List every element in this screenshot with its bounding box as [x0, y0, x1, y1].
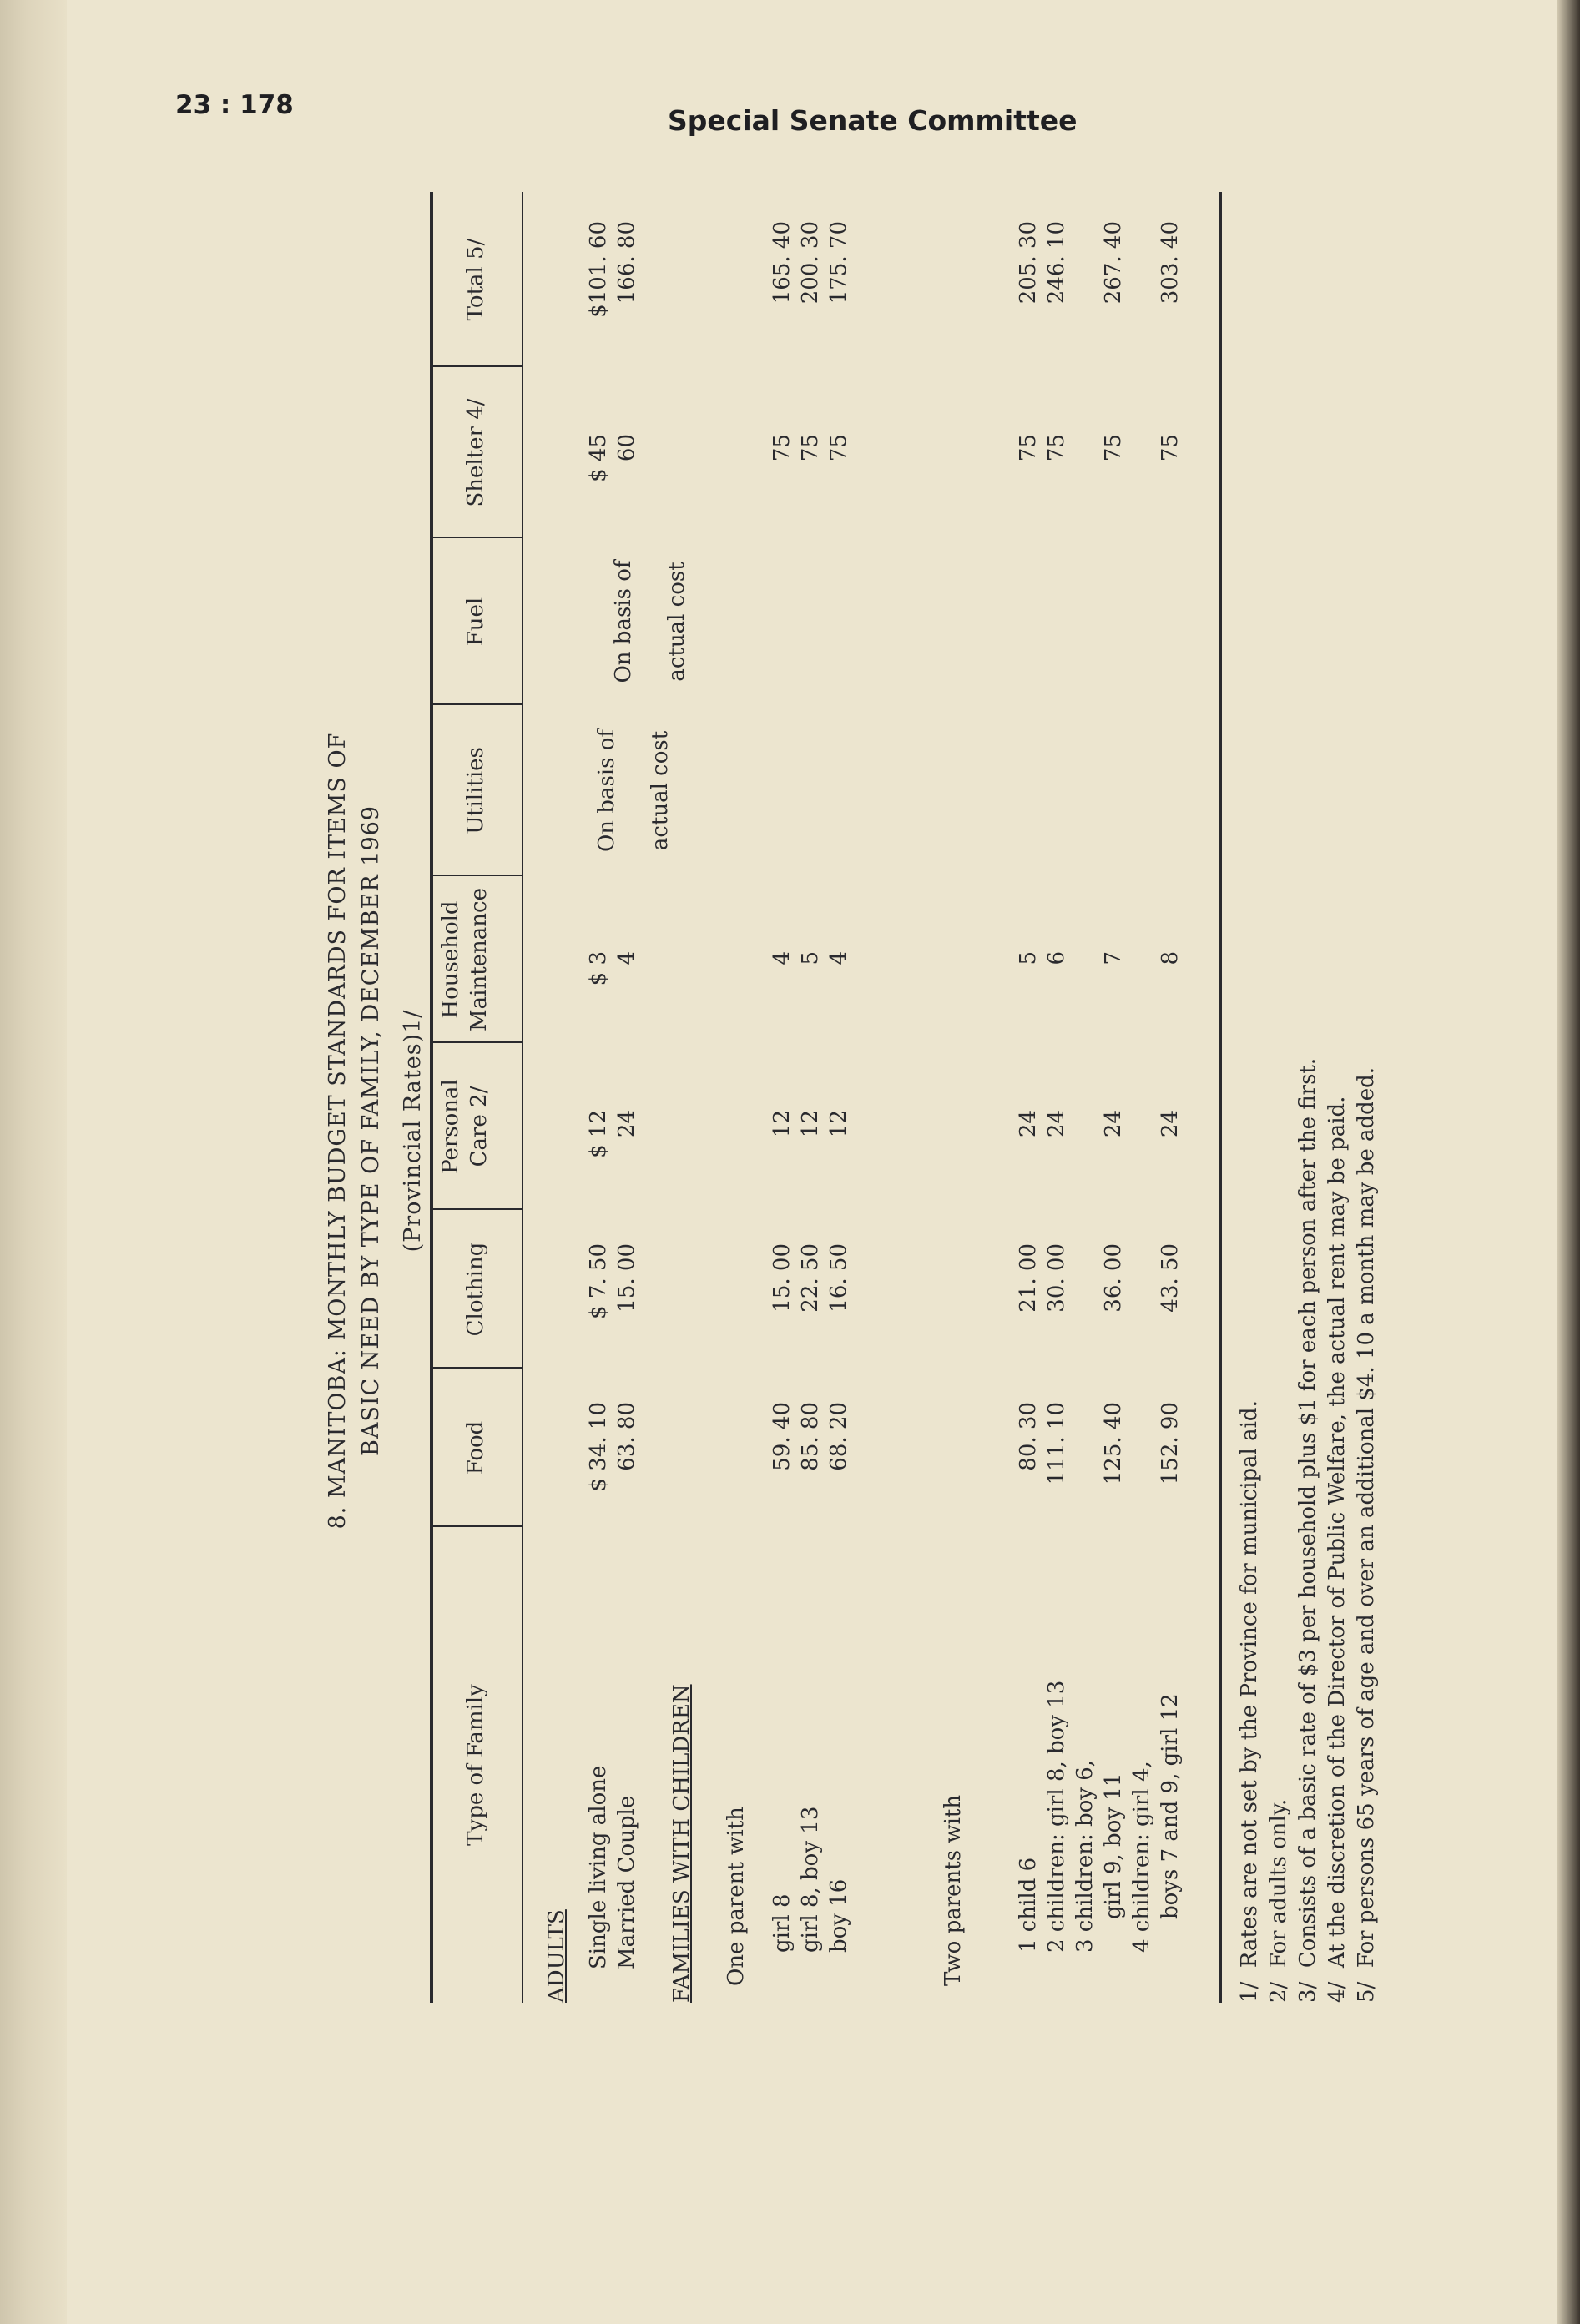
- personal-care-value: 12: [826, 1110, 851, 1138]
- footnote-mark: 3/: [1295, 1981, 1320, 2003]
- personal-care-value: 12: [798, 1110, 823, 1138]
- food-value: 111. 10: [1044, 1402, 1069, 1485]
- footnote-mark: 2/: [1266, 1981, 1291, 2003]
- personal-care-value: 24: [1016, 1110, 1041, 1138]
- rotated-table-content: [321, 192, 1379, 2069]
- row-label: 4 children: girl 4,: [1129, 1761, 1154, 1953]
- caption-title-line2: BASIC NEED BY TYPE OF FAMILY, DECEMBER 1969: [358, 805, 384, 1456]
- food-value: $ 34. 10: [586, 1402, 611, 1492]
- column-header-household-line2: Maintenance: [467, 888, 492, 1031]
- household-value: 4: [770, 951, 795, 965]
- column-header-personal-care-line1: Personal: [438, 1079, 463, 1174]
- total-value: 165. 40: [770, 221, 795, 305]
- household-value: 5: [798, 951, 823, 965]
- section-adults: ADULTS: [544, 1909, 569, 2003]
- footnote: [1294, 192, 1323, 2003]
- caption-subtitle: (Provincial Rates)1/: [400, 1009, 426, 1253]
- column-header-personal-care: [437, 1043, 493, 1210]
- fuel-basis-line2: actual cost: [664, 562, 689, 682]
- food-value: 85. 80: [798, 1402, 823, 1471]
- shelter-value: 75: [1044, 434, 1069, 462]
- total-value: 166. 80: [614, 221, 639, 305]
- row-label-continued: boys 7 and 9, girl 12: [1158, 1693, 1183, 1919]
- page-edge-shadow: [1557, 0, 1580, 2324]
- household-value: $ 3: [586, 951, 611, 986]
- budget-table: [430, 192, 1223, 2003]
- shelter-value: $ 45: [586, 434, 611, 482]
- column-header-clothing: Clothing: [463, 1242, 488, 1337]
- row-label-continued: girl 9, boy 11: [1101, 1772, 1126, 1919]
- footnote: [1352, 192, 1381, 2003]
- page-number: 23 : 178: [175, 90, 294, 120]
- household-value: 4: [826, 951, 851, 965]
- clothing-value: 36. 00: [1101, 1243, 1126, 1313]
- personal-care-value: 24: [614, 1110, 639, 1138]
- column-header-shelter: Shelter 4/: [463, 398, 488, 507]
- section-two-parents: Two parents with: [941, 1794, 966, 1986]
- row-label: 3 children: boy 6,: [1073, 1759, 1098, 1953]
- footnote: [1235, 192, 1265, 2003]
- section-one-parent: One parent with: [724, 1807, 749, 1986]
- table-top-rule: [430, 192, 433, 2003]
- fuel-basis: [609, 538, 691, 705]
- row-label: Single living alone: [586, 1765, 611, 1969]
- clothing-value: 30. 00: [1044, 1243, 1069, 1313]
- food-value: 125. 40: [1101, 1402, 1126, 1485]
- footnote: [1323, 192, 1352, 2003]
- total-value: 303. 40: [1158, 221, 1183, 305]
- fuel-basis-line1: On basis of: [611, 560, 636, 683]
- utilities-basis-line1: On basis of: [594, 729, 619, 853]
- footnote-mark: 1/: [1237, 1981, 1262, 2003]
- table-caption: [321, 192, 430, 2069]
- book-spine-shadow: [0, 0, 67, 2324]
- personal-care-value: $ 12: [586, 1110, 611, 1158]
- clothing-value: $ 7. 50: [586, 1243, 611, 1319]
- total-value: 200. 30: [798, 221, 823, 305]
- food-value: 80. 30: [1016, 1402, 1041, 1471]
- shelter-value: 75: [1101, 434, 1126, 462]
- food-value: 59. 40: [770, 1402, 795, 1471]
- personal-care-value: 24: [1101, 1110, 1126, 1138]
- section-families-with-children: FAMILIES WITH CHILDREN: [669, 1684, 694, 2003]
- total-value: 246. 10: [1044, 221, 1069, 305]
- row-label: girl 8: [770, 1893, 795, 1953]
- personal-care-value: 24: [1158, 1110, 1183, 1138]
- caption-title-line1: 8. MANITOBA: MONTHLY BUDGET STANDARDS FOR ITEMS OF: [325, 732, 351, 1530]
- clothing-value: 43. 50: [1158, 1243, 1183, 1313]
- table-header-rule: [522, 192, 523, 2003]
- footnote-mark: 5/: [1354, 1981, 1379, 2003]
- personal-care-value: 12: [770, 1110, 795, 1138]
- food-value: 63. 80: [614, 1402, 639, 1471]
- clothing-value: 16. 50: [826, 1243, 851, 1313]
- footnote-text: For adults only.: [1266, 1798, 1291, 1969]
- clothing-value: 22. 50: [798, 1243, 823, 1313]
- utilities-basis: [593, 705, 674, 876]
- row-label: 2 children: girl 8, boy 13: [1044, 1680, 1069, 1953]
- total-value: 205. 30: [1016, 221, 1041, 305]
- household-value: 4: [614, 951, 639, 965]
- column-header-household-line1: Household: [438, 900, 463, 1019]
- shelter-value: 75: [1016, 434, 1041, 462]
- total-value: $101. 60: [586, 221, 611, 318]
- footnote: [1265, 192, 1294, 2003]
- table-bottom-rule: [1219, 192, 1222, 2003]
- footnote-mark: 4/: [1325, 1981, 1350, 2003]
- personal-care-value: 24: [1044, 1110, 1069, 1138]
- shelter-value: 75: [798, 434, 823, 462]
- row-label: boy 16: [826, 1878, 851, 1953]
- clothing-value: 15. 00: [770, 1243, 795, 1313]
- household-value: 8: [1158, 951, 1183, 965]
- shelter-value: 75: [770, 434, 795, 462]
- column-header-household: [437, 876, 493, 1043]
- shelter-value: 75: [826, 434, 851, 462]
- row-label: girl 8, boy 13: [798, 1806, 823, 1953]
- column-header-utilities: Utilities: [463, 747, 488, 834]
- household-value: 5: [1016, 951, 1041, 965]
- clothing-value: 15. 00: [614, 1243, 639, 1313]
- row-label: Married Couple: [614, 1795, 639, 1969]
- column-header-fuel: Fuel: [463, 597, 488, 647]
- footnote-text: Rates are not set by the Province for municipal aid.: [1237, 1400, 1262, 1969]
- column-header-total: Total 5/: [463, 238, 488, 321]
- footnote-text: At the discretion of the Director of Public Welfare, the actual rent may be paid.: [1325, 1096, 1350, 1969]
- food-value: 68. 20: [826, 1402, 851, 1471]
- column-header-type: Type of Family: [463, 1684, 488, 1846]
- footnotes: [1235, 192, 1381, 2003]
- household-value: 6: [1044, 951, 1069, 965]
- shelter-value: 60: [614, 434, 639, 462]
- shelter-value: 75: [1158, 434, 1183, 462]
- footnote-text: Consists of a basic rate of $3 per household plus $1 for each person after the first.: [1295, 1057, 1320, 1969]
- row-label: 1 child 6: [1016, 1857, 1041, 1953]
- column-header-personal-care-line2: Care 2/: [467, 1086, 492, 1167]
- household-value: 7: [1101, 951, 1126, 965]
- food-value: 152. 90: [1158, 1402, 1183, 1485]
- clothing-value: 21. 00: [1016, 1243, 1041, 1313]
- running-head: Special Senate Committee: [668, 104, 1078, 137]
- total-value: 267. 40: [1101, 221, 1126, 305]
- column-header-food: Food: [463, 1420, 488, 1475]
- utilities-basis-line2: actual cost: [648, 730, 673, 851]
- total-value: 175. 70: [826, 221, 851, 305]
- footnote-text: For persons 65 years of age and over an additional $4. 10 a month may be added.: [1354, 1066, 1379, 1969]
